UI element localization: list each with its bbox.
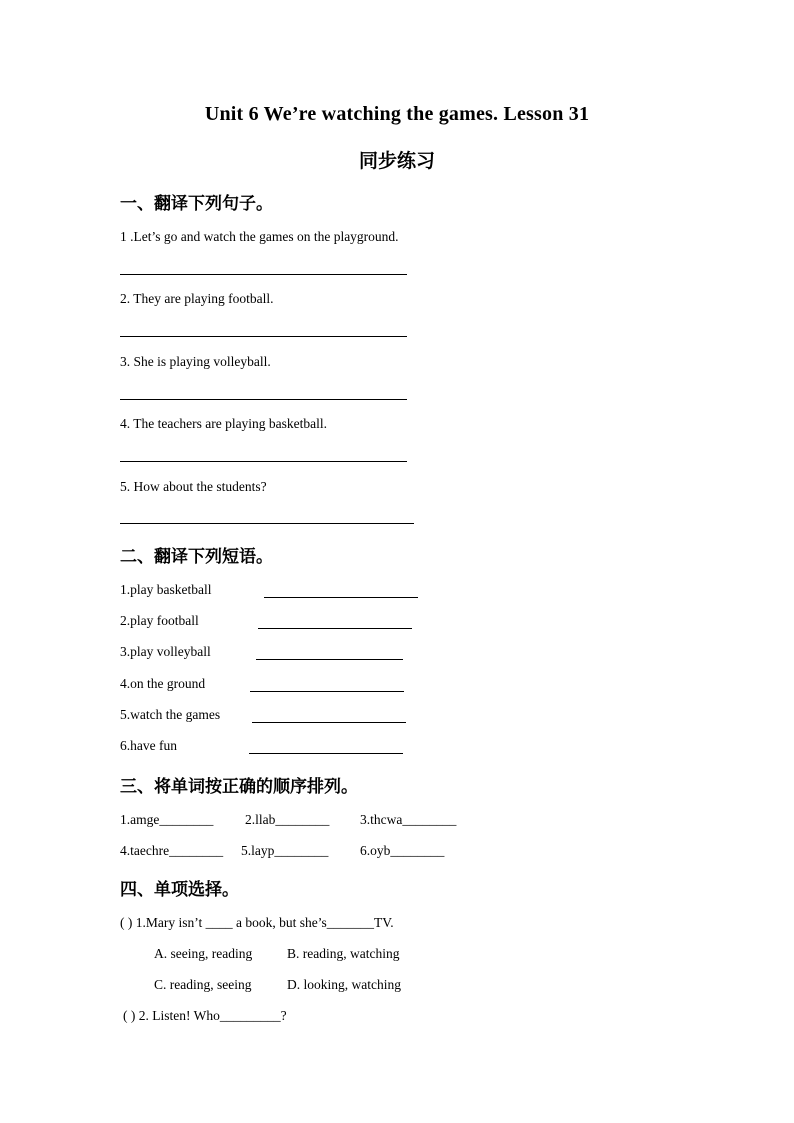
phrase-answer-line-6[interactable] (249, 753, 403, 754)
phrase-answer-line-3[interactable] (256, 659, 403, 660)
phrase-answer-line-5[interactable] (252, 722, 406, 723)
section-2-heading: 二、翻译下列短语。 (120, 547, 273, 567)
phrase-2: 2.play football (120, 613, 199, 628)
scramble-1: 1.amge________ (120, 812, 214, 827)
answer-line-3[interactable] (120, 399, 407, 400)
q1-option-b[interactable]: B. reading, watching (287, 946, 400, 961)
q1-option-c[interactable]: C. reading, seeing (154, 977, 252, 992)
page-title: Unit 6 We’re watching the games. Lesson 31 (204, 103, 590, 125)
phrase-5: 5.watch the games (120, 707, 221, 722)
answer-line-2[interactable] (120, 336, 407, 337)
sentence-4: 4. The teachers are playing basketball. (120, 416, 328, 431)
phrase-answer-line-2[interactable] (258, 628, 412, 629)
page-subtitle: 同步练习 (358, 150, 435, 172)
scramble-4: 4.taechre________ (120, 843, 224, 858)
phrase-1: 1.play basketball (120, 582, 212, 597)
phrase-3: 3.play volleyball (120, 644, 211, 659)
section-3-heading: 三、将单词按正确的顺序排列。 (120, 777, 358, 797)
scramble-2: 2.llab________ (245, 812, 330, 827)
q1-option-d[interactable]: D. looking, watching (287, 977, 401, 992)
answer-line-5[interactable] (120, 523, 414, 524)
scramble-5: 5.layp________ (241, 843, 329, 858)
phrase-4: 4.on the ground (120, 676, 206, 691)
sentence-1: 1 .Let’s go and watch the games on the playground. (120, 229, 399, 244)
scramble-6: 6.oyb________ (360, 843, 445, 858)
section-1-heading: 一、翻译下列句子。 (120, 194, 273, 214)
section-4-heading: 四、单项选择。 (120, 880, 239, 900)
sentence-2: 2. They are playing football. (120, 291, 274, 306)
sentence-5: 5. How about the students? (120, 479, 267, 494)
scramble-3: 3.thcwa________ (360, 812, 457, 827)
phrase-answer-line-4[interactable] (250, 691, 404, 692)
phrase-6: 6.have fun (120, 738, 177, 753)
sentence-3: 3. She is playing volleyball. (120, 354, 271, 369)
answer-line-1[interactable] (120, 274, 407, 275)
question-2: ( ) 2. Listen! Who_________? (123, 1008, 287, 1023)
phrase-answer-line-1[interactable] (264, 597, 418, 598)
q1-option-a[interactable]: A. seeing, reading (154, 946, 253, 961)
answer-line-4[interactable] (120, 461, 407, 462)
question-1: ( ) 1.Mary isn’t ____ a book, but she’s_______TV. (120, 915, 394, 930)
